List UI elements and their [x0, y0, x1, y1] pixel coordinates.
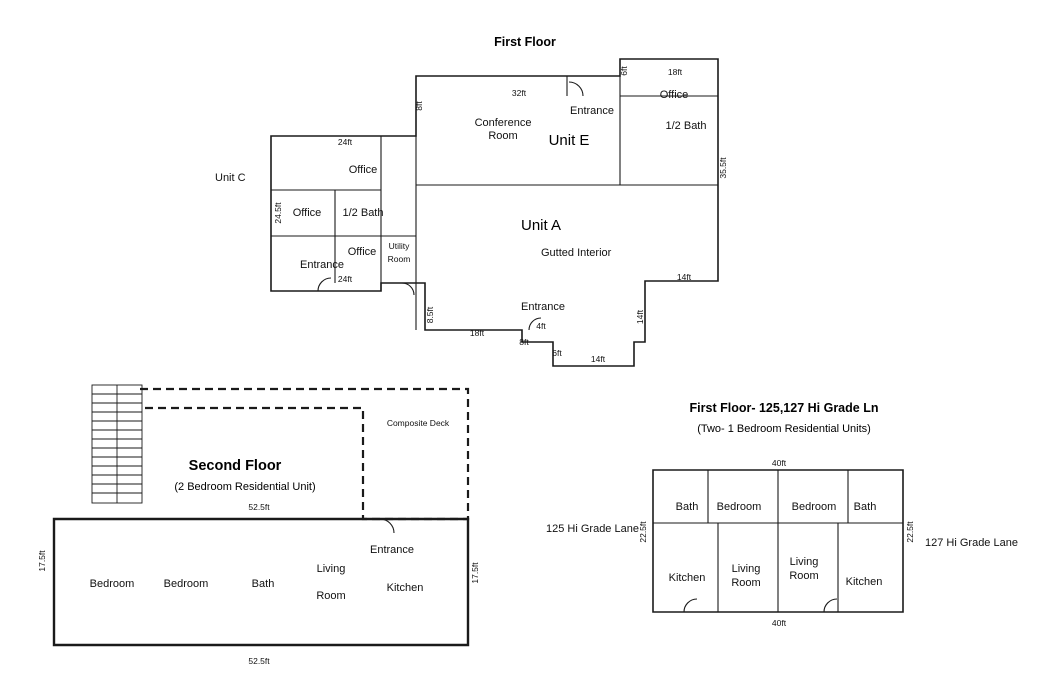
dim-18ft-bottom: 18ft	[469, 328, 485, 338]
half-bath-label-c: 1/2 Bath	[342, 207, 384, 219]
dim-40ft-bottom: 40ft	[771, 618, 787, 628]
entrance-label-second: Entrance	[369, 544, 415, 556]
second-floor-subtitle: (2 Bedroom Residential Unit)	[174, 481, 316, 493]
first-floor-outline	[271, 59, 718, 366]
unit-a-label: Unit A	[520, 217, 562, 234]
utility-room-label: Room	[387, 254, 411, 264]
dim-24ft-bottom: 24ft	[337, 274, 353, 284]
dim-24ft-top: 24ft	[337, 137, 353, 147]
dim-6ft-top: 6ft	[619, 66, 629, 76]
living-label-125: Living	[731, 563, 761, 575]
dim-17-5ft-right: 17.5ft	[470, 562, 480, 584]
dim-24-5ft-left: 24.5ft	[273, 202, 283, 224]
half-bath-label-e: 1/2 Bath	[665, 120, 707, 132]
address-125-label: 125 Hi Grade Lane	[546, 523, 639, 535]
bedroom-label-125: Bedroom	[716, 501, 762, 513]
hi-grade-title: First Floor- 125,127 Hi Grade Ln	[689, 401, 879, 415]
bedroom-label-127: Bedroom	[791, 501, 837, 513]
dim-52-5ft-bottom: 52.5ft	[248, 656, 270, 666]
first-floor-title: First Floor	[494, 35, 556, 49]
dim-52-5ft-top: 52.5ft	[248, 502, 270, 512]
office-label-c-3: Office	[347, 246, 377, 258]
utility-label: Utility	[388, 241, 410, 251]
living-room-label-second: Room	[316, 590, 346, 602]
dim-8ft-left: 8ft	[414, 101, 424, 111]
living-room-label-127: Room	[789, 570, 819, 582]
dim-14ft-bottom: 14ft	[590, 354, 606, 364]
living-label-second: Living	[316, 563, 346, 575]
entrance-label-a: Entrance	[520, 301, 566, 313]
bedroom-label-1: Bedroom	[89, 578, 135, 590]
entrance-label-c: Entrance	[299, 259, 345, 271]
dim-40ft-top: 40ft	[771, 458, 787, 468]
dim-32ft: 32ft	[511, 88, 527, 98]
composite-deck-label: Composite Deck	[386, 418, 450, 428]
conference-label: Conference	[474, 117, 532, 129]
kitchen-label-127: Kitchen	[845, 576, 883, 588]
dim-22-5ft-left: 22.5ft	[638, 521, 648, 543]
living-label-127: Living	[789, 556, 819, 568]
hi-grade-outline	[653, 470, 903, 612]
living-room-label-125: Room	[731, 577, 761, 589]
kitchen-label-125: Kitchen	[668, 572, 706, 584]
bedroom-label-2: Bedroom	[163, 578, 209, 590]
dim-4ft: 4ft	[536, 321, 546, 331]
bath-label-second: Bath	[251, 578, 275, 590]
second-floor-title: Second Floor	[188, 458, 282, 474]
stair-grid	[92, 385, 142, 503]
bath-label-125: Bath	[675, 501, 699, 513]
address-127-label: 127 Hi Grade Lane	[925, 537, 1018, 549]
dim-8-5ft: 8.5ft	[425, 306, 435, 324]
office-label-c-1: Office	[348, 164, 378, 176]
office-label-e: Office	[659, 89, 689, 101]
kitchen-label-second: Kitchen	[386, 582, 424, 594]
dim-6ft-bottom: 6ft	[552, 348, 562, 358]
dim-8ft-small: 8ft	[519, 337, 529, 347]
door-swings-sheet1	[318, 82, 583, 330]
dim-22-5ft-right: 22.5ft	[905, 521, 915, 543]
unit-e-label: Unit E	[548, 132, 590, 149]
unit-c-label: Unit C	[215, 172, 246, 184]
hi-grade-subtitle: (Two- 1 Bedroom Residential Units)	[697, 423, 871, 435]
dim-14ft-lower-right: 14ft	[635, 309, 645, 325]
conference-room-label: Room	[488, 130, 518, 142]
unit-a-note: Gutted Interior	[541, 247, 612, 259]
bath-label-127: Bath	[853, 501, 877, 513]
dim-35-5ft-right: 35.5ft	[718, 157, 728, 179]
office-label-c-2: Office	[292, 207, 322, 219]
dim-18ft-top: 18ft	[667, 67, 683, 77]
entrance-label-e: Entrance	[569, 105, 615, 117]
dim-14ft-right: 14ft	[676, 272, 692, 282]
dim-17-5ft-left: 17.5ft	[37, 550, 47, 572]
